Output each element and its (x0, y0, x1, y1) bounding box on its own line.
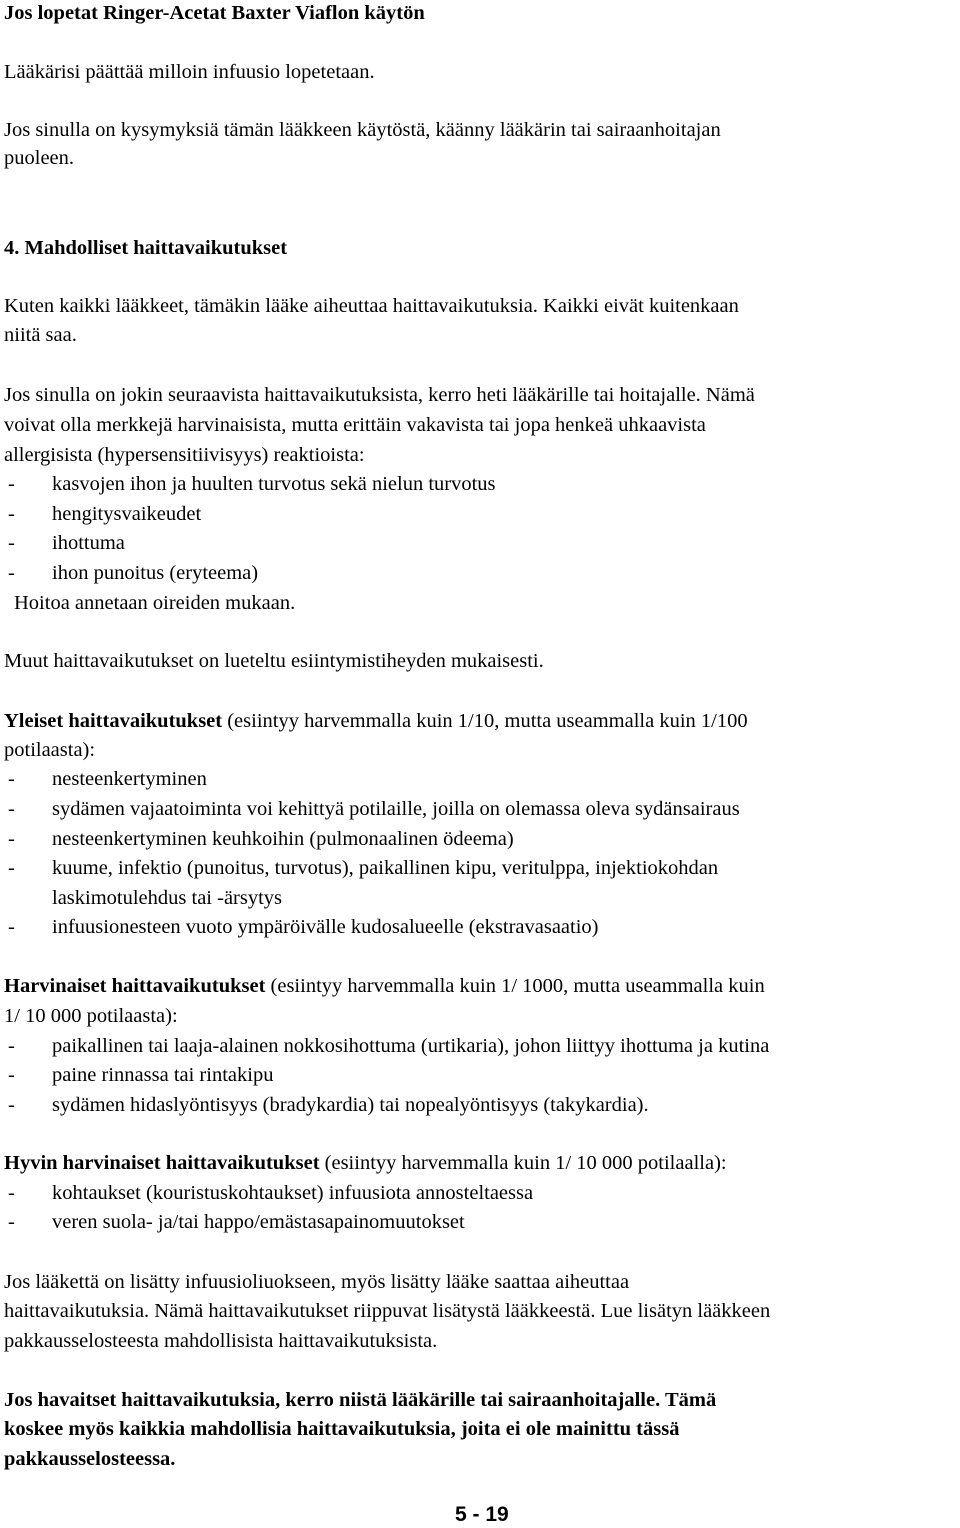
list-item-text: paikallinen tai laaja-alainen nokkosihottuma (urtikaria), johon liittyy ihottuma ja kutina (52, 1035, 770, 1057)
paragraph-added-medicine-line-3: pakkausselosteesta mahdollisista haittavaikutuksista. (4, 1330, 438, 1352)
list-dash: - (8, 1035, 15, 1057)
rare-effects-intro-line-2: 1/ 10 000 potilaasta): (4, 1005, 178, 1027)
list-item-text: sydämen hidaslyöntisyys (bradykardia) tai nopealyöntisyys (takykardia). (52, 1094, 649, 1116)
rare-effects-label: Harvinaiset haittavaikutukset (4, 975, 266, 997)
heading-stop-use: Jos lopetat Ringer-Acetat Baxter Viaflon käytön (4, 2, 425, 24)
list-item-text: nesteenkertyminen keuhkoihin (pulmonaalinen ödeema) (52, 828, 514, 850)
list-dash: - (8, 828, 15, 850)
list-dash: - (8, 562, 15, 584)
list-item-text: hengitysvaikeudet (52, 503, 202, 525)
paragraph-treatment: Hoitoa annetaan oireiden mukaan. (14, 592, 296, 614)
list-item-text: kasvojen ihon ja huulten turvotus sekä nielun turvotus (52, 473, 496, 495)
paragraph-other-effects: Muut haittavaikutukset on lueteltu esiintymistiheyden mukaisesti. (4, 650, 544, 672)
list-dash: - (8, 916, 15, 938)
page-number: 5 - 19 (455, 1503, 509, 1526)
common-effects-label: Yleiset haittavaikutukset (4, 710, 223, 732)
paragraph-all-medicines-line-1: Kuten kaikki lääkkeet, tämäkin lääke aiheuttaa haittavaikutuksia. Kaikki eivät kuitenkaan (4, 295, 739, 317)
list-dash: - (8, 1182, 15, 1204)
list-dash: - (8, 1064, 15, 1086)
very-rare-effects-frequency: (esiintyy harvemmalla kuin 1/ 10 000 potilaalla): (319, 1152, 727, 1174)
very-rare-effects-label: Hyvin harvinaiset haittavaikutukset (4, 1152, 320, 1174)
paragraph-doctor-decides: Lääkärisi päättää milloin infuusio lopetetaan. (4, 61, 375, 83)
paragraph-allergy-line-3: allergisista (hypersensitiivisyys) reaktioista: (4, 444, 365, 466)
list-item-text: kohtaukset (kouristuskohtaukset) infuusiota annosteltaessa (52, 1182, 534, 1204)
rare-effects-frequency: (esiintyy harvemmalla kuin 1/ 1000, mutta useammalla kuin (265, 975, 765, 997)
list-dash: - (8, 532, 15, 554)
list-dash: - (8, 503, 15, 525)
paragraph-questions-line-1: Jos sinulla on kysymyksiä tämän lääkkeen käytöstä, käänny lääkärin tai sairaanhoitajan (4, 119, 721, 141)
list-item-text: kuume, infektio (punoitus, turvotus), paikallinen kipu, veritulppa, injektiokohdan (52, 857, 719, 879)
paragraph-allergy-line-1: Jos sinulla on jokin seuraavista haittavaikutuksista, kerro heti lääkärille tai hoitajalle. Nämä (4, 384, 755, 406)
list-item-text: infuusionesteen vuoto ympäröivälle kudosalueelle (ekstravasaatio) (52, 916, 599, 938)
common-effects-frequency: (esiintyy harvemmalla kuin 1/10, mutta useammalla kuin 1/100 (222, 710, 748, 732)
list-item-text: ihon punoitus (eryteema) (52, 562, 259, 584)
paragraph-report-line-3: pakkausselosteessa. (4, 1448, 176, 1470)
list-dash: - (8, 473, 15, 495)
rare-effects-intro-line-1 (4, 973, 765, 999)
paragraph-all-medicines-line-2: niitä saa. (4, 324, 77, 346)
list-dash: - (8, 768, 15, 790)
paragraph-allergy-line-2: voivat olla merkkejä harvinaisista, mutta erittäin vakavista tai jopa henkeä uhkaavista (4, 414, 706, 436)
list-dash: - (8, 1211, 15, 1233)
common-effects-intro-line-1 (4, 708, 748, 734)
list-dash: - (8, 798, 15, 820)
list-item-text: ihottuma (52, 532, 125, 554)
section-4-heading: 4. Mahdolliset haittavaikutukset (4, 237, 288, 259)
list-item-text: sydämen vajaatoiminta voi kehittyä potilaille, joilla on olemassa oleva sydänsairaus (52, 798, 740, 820)
paragraph-added-medicine-line-2: haittavaikutuksia. Nämä haittavaikutukset riippuvat lisätystä lääkkeestä. Lue lisätyn lääkkeen (4, 1300, 771, 1322)
paragraph-report-line-1: Jos havaitset haittavaikutuksia, kerro niistä lääkärille tai sairaanhoitajalle. Tämä (4, 1389, 717, 1411)
paragraph-added-medicine-line-1: Jos lääkettä on lisätty infuusioliuokseen, myös lisätty lääke saattaa aiheuttaa (4, 1271, 630, 1293)
very-rare-effects-intro (4, 1150, 727, 1176)
paragraph-questions-line-2: puoleen. (4, 147, 75, 169)
list-item-text: nesteenkertyminen (52, 768, 207, 790)
paragraph-report-line-2: koskee myös kaikkia mahdollisia haittavaikutuksia, joita ei ole mainittu tässä (4, 1418, 680, 1440)
list-item-text: paine rinnassa tai rintakipu (52, 1064, 274, 1086)
list-item-text: veren suola- ja/tai happo/emästasapainomuutokset (52, 1211, 465, 1233)
list-dash: - (8, 857, 15, 879)
list-dash: - (8, 1094, 15, 1116)
common-effects-intro-line-2: potilaasta): (4, 739, 96, 761)
common-list-item-continuation: laskimotulehdus tai -ärsytys (52, 887, 283, 909)
